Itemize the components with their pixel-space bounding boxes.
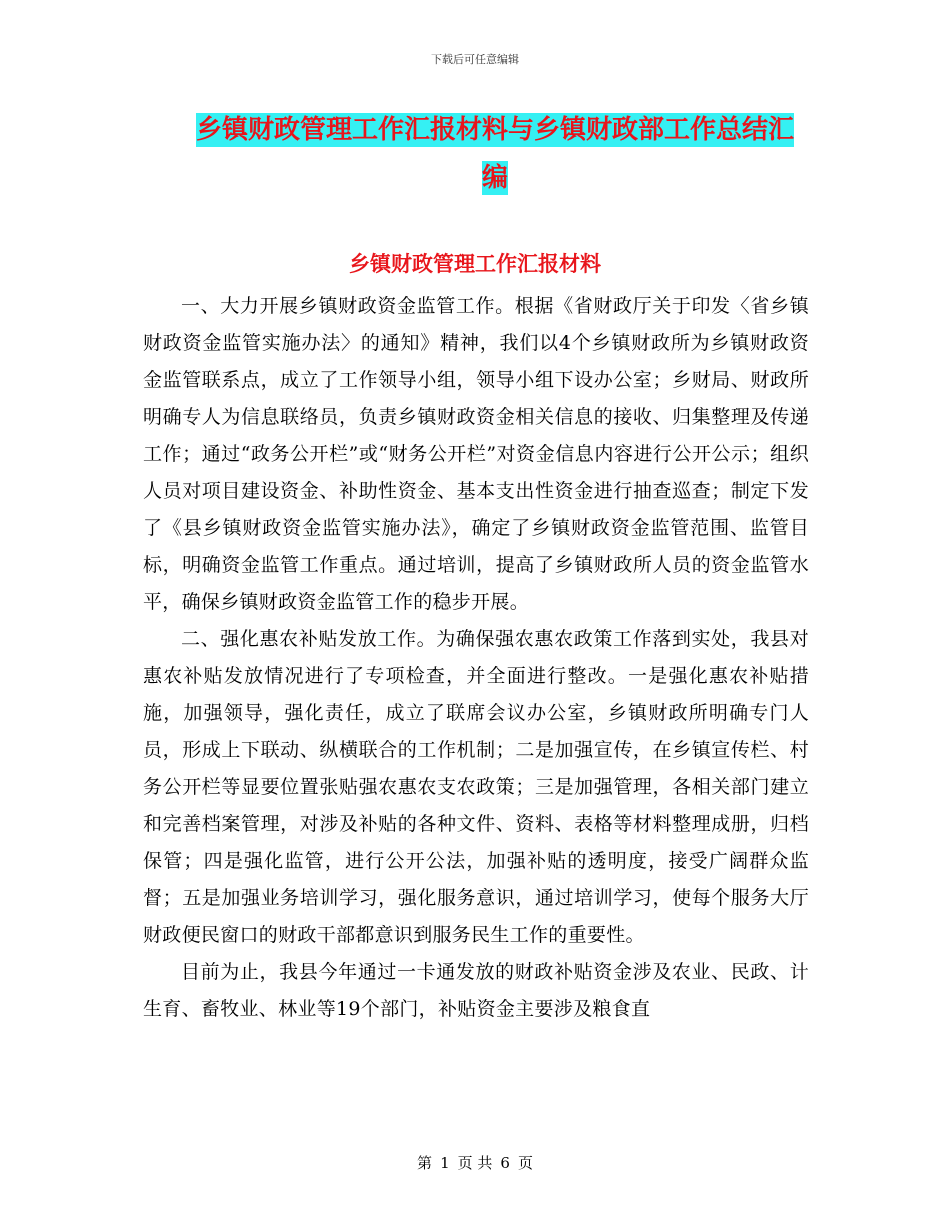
paragraph-3: 目前为止，我县今年通过一卡通发放的财政补贴资金涉及农业、民政、计生育、畜牧业、林业等19个部门，补贴资金主要涉及粮食直 [143, 961, 809, 1020]
page-number-total: 6 [500, 1154, 510, 1172]
footer-prefix: 第 [417, 1154, 433, 1172]
header-note: 下载后可任意编辑 [431, 53, 519, 66]
document-title-line-1: 乡镇财政管理工作汇报材料与乡镇财政部工作总结汇 [195, 115, 794, 145]
document-title [150, 106, 840, 202]
paragraph-2: 二、强化惠农补贴发放工作。为确保强农惠农政策工作落到实处，我县对惠农补贴发放情况进行了专项检查，并全面进行整改。一是强化惠农补贴措施，加强领导，强化责任，成立了联席会议办公室，乡镇财政所明确专门人员，形成上下联动、纵横联合的工作机制；二是加强宣传，在乡镇宣传栏、村务公开栏等显要位置张贴强农惠农支农政策；三是加强管理，各相关部门建立和完善档案管理，对涉及补贴的各种文件、资料、表格等材料整理成册，归档保管；四是强化监管，进行公开公法，加强补贴的透明度，接受广阔群众监督；五是加强业务培训学习，强化服务意识，通过培训学习，使每个服务大厅财政便民窗口的财政干部都意识到服务民生工作的重要性。 [143, 628, 809, 946]
page-footer [0, 1153, 950, 1173]
section-title: 乡镇财政管理工作汇报材料 [349, 252, 601, 276]
body-text [143, 288, 809, 1028]
footer-middle: 页 共 [457, 1154, 493, 1172]
document-title-line-2: 编 [481, 163, 508, 193]
paragraph-1: 一、大力开展乡镇财政资金监管工作。根据《省财政厅关于印发〈省乡镇财政资金监管实施办法〉的通知》精神，我们以4个乡镇财政所为乡镇财政资金监管联系点，成立了工作领导小组，领导小组下设办公室；乡财局、财政所明确专人为信息联络员，负责乡镇财政资金相关信息的接收、归集整理及传递工作；通过“政务公开栏”或“财务公开栏”对资金信息内容进行公开公示；组织人员对项目建设资金、补助性资金、基本支出性资金进行抽查巡查；制定下发了《县乡镇财政资金监管实施办法》，确定了乡镇财政资金监管范围、监管目标，明确资金监管工作重点。通过培训，提高了乡镇财政所人员的资金监管水平，确保乡镇财政资金监管工作的稳步开展。 [143, 295, 809, 613]
footer-suffix: 页 [517, 1154, 533, 1172]
page-number-current: 1 [440, 1154, 450, 1172]
